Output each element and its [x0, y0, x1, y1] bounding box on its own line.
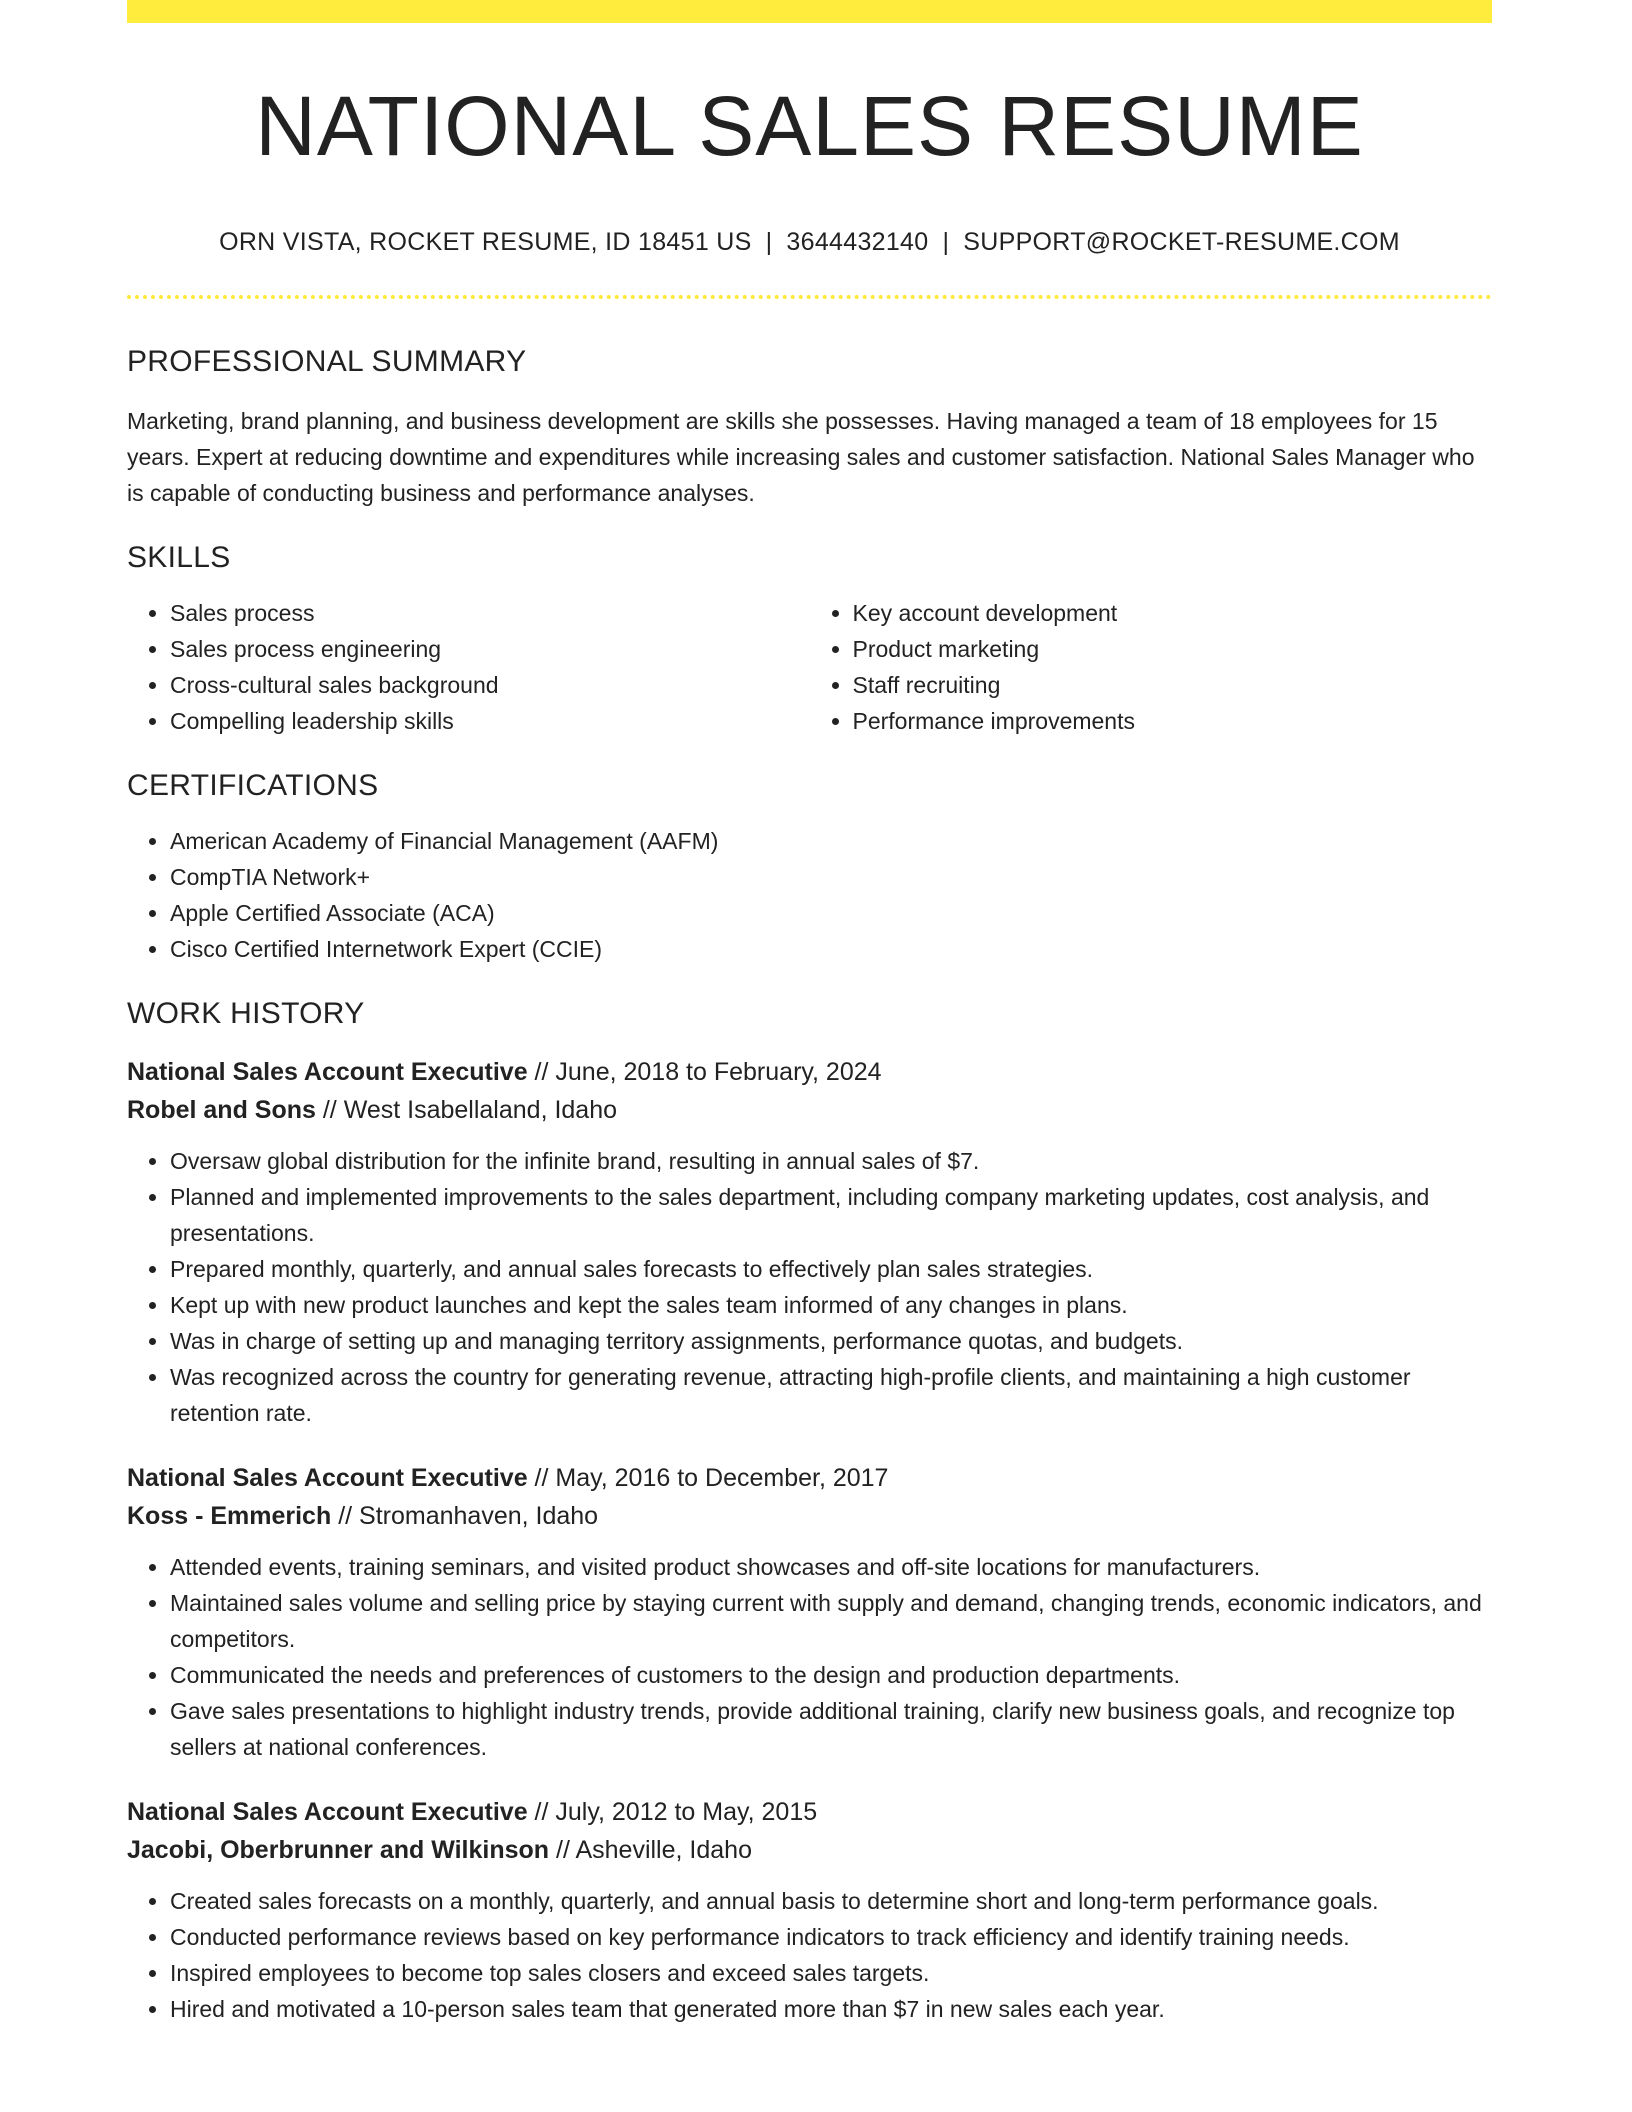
job-company-line [127, 1091, 1492, 1129]
job-entry [127, 1793, 1492, 2027]
job-bullet: • Conducted performance reviews based on key performance indicators to track efficiency and identify training needs. [170, 1919, 1492, 1955]
job-bullet: • Inspired employees to become top sales closers and exceed sales targets. [170, 1955, 1492, 1991]
skills-list-right [810, 595, 1493, 739]
job-bullet: • Kept up with new product launches and kept the sales team informed of any changes in plans. [170, 1287, 1492, 1323]
job-bullet: • Was recognized across the country for generating revenue, attracting high-profile clients, and maintaining a high customer retention rate. [170, 1359, 1492, 1431]
job-company: Jacobi, Oberbrunner and Wilkinson [127, 1836, 550, 1865]
summary-section [127, 345, 1492, 511]
job-title-line [127, 1459, 1492, 1497]
job-entry [127, 1053, 1492, 1431]
job-bullet: • Hired and motivated a 10-person sales team that generated more than $7 in new sales each year. [170, 1991, 1492, 2027]
contact-separator: | [942, 228, 950, 257]
top-accent-bar [127, 0, 1492, 23]
skill-item: • Sales process engineering [170, 631, 810, 667]
skills-heading: SKILLS [127, 541, 231, 575]
job-location: // Asheville, Idaho [549, 1836, 752, 1865]
skill-item: • Sales process [170, 595, 810, 631]
resume-page [127, 0, 1492, 2027]
summary-text: Marketing, brand planning, and business development are skills she possesses. Having managed a team of 18 employees for 15 years. Expert at reducing downtime and expenditures while increasing sales and customer satisfaction. National Sales Manager who is capable of conducting business and performance analyses. [127, 408, 1475, 507]
job-bullet: • Gave sales presentations to highlight industry trends, provide additional training, clarify new business goals, and recognize top sellers at national conferences. [170, 1693, 1492, 1765]
contact-phone: 3644432140 [786, 228, 929, 257]
summary-heading: PROFESSIONAL SUMMARY [127, 345, 527, 379]
job-company: Robel and Sons [127, 1096, 316, 1125]
contact-email[interactable]: SUPPORT@ROCKET-RESUME.COM [963, 228, 1400, 257]
job-bullet: • Maintained sales volume and selling price by staying current with supply and demand, changing trends, economic indicators, and competitors. [170, 1585, 1492, 1657]
job-title-line [127, 1053, 1492, 1091]
job-bullets [127, 1143, 1492, 1431]
job-bullets [127, 1549, 1492, 1765]
job-location: // West Isabellaland, Idaho [315, 1096, 618, 1125]
contact-address: ORN VISTA, ROCKET RESUME, ID 18451 US [219, 228, 752, 257]
skills-list-left [127, 595, 810, 739]
resume-title: NATIONAL SALES RESUME [255, 79, 1364, 173]
job-bullets [127, 1883, 1492, 2027]
contact-separator: | [765, 228, 773, 257]
certifications-list [127, 823, 1492, 967]
job-dates: // July, 2012 to May, 2015 [527, 1798, 818, 1827]
skill-item: • Key account development [853, 595, 1493, 631]
skills-grid [127, 575, 1492, 739]
certification-item: • Cisco Certified Internetwork Expert (CCIE) [170, 931, 1492, 967]
work-history-section [127, 997, 1492, 2027]
job-bullet: • Planned and implemented improvements to the sales department, including company marketing updates, cost analysis, and presentations. [170, 1179, 1492, 1251]
job-entry [127, 1459, 1492, 1765]
job-company-line [127, 1497, 1492, 1535]
job-bullet: • Was in charge of setting up and managing territory assignments, performance quotas, and budgets. [170, 1323, 1492, 1359]
skill-item: • Staff recruiting [853, 667, 1493, 703]
job-location: // Stromanhaven, Idaho [331, 1502, 599, 1531]
job-dates: // June, 2018 to February, 2024 [527, 1058, 882, 1087]
header-divider [127, 295, 1492, 299]
job-company: Koss - Emmerich [127, 1502, 332, 1531]
skill-item: • Product marketing [853, 631, 1493, 667]
job-title: National Sales Account Executive [127, 1464, 528, 1493]
certification-item: • American Academy of Financial Management (AAFM) [170, 823, 1492, 859]
skill-item: • Performance improvements [853, 703, 1493, 739]
job-title-line [127, 1793, 1492, 1831]
job-bullet: • Communicated the needs and preferences of customers to the design and production departments. [170, 1657, 1492, 1693]
certifications-section [127, 769, 1492, 967]
certification-item: • CompTIA Network+ [170, 859, 1492, 895]
job-dates: // May, 2016 to December, 2017 [527, 1464, 889, 1493]
job-bullet: • Oversaw global distribution for the infinite brand, resulting in annual sales of $7. [170, 1143, 1492, 1179]
skills-section [127, 541, 1492, 739]
certifications-heading: CERTIFICATIONS [127, 769, 379, 803]
job-bullet: • Prepared monthly, quarterly, and annual sales forecasts to effectively plan sales strategies. [170, 1251, 1492, 1287]
job-title: National Sales Account Executive [127, 1058, 528, 1087]
job-bullet: • Attended events, training seminars, and visited product showcases and off-site locations for manufacturers. [170, 1549, 1492, 1585]
certification-item: • Apple Certified Associate (ACA) [170, 895, 1492, 931]
job-bullet: • Created sales forecasts on a monthly, quarterly, and annual basis to determine short and long-term performance goals. [170, 1883, 1492, 1919]
job-company-line [127, 1831, 1492, 1869]
job-title: National Sales Account Executive [127, 1798, 528, 1827]
skill-item: • Cross-cultural sales background [170, 667, 810, 703]
skill-item: • Compelling leadership skills [170, 703, 810, 739]
work-history-heading: WORK HISTORY [127, 997, 365, 1031]
contact-line [127, 228, 1492, 257]
